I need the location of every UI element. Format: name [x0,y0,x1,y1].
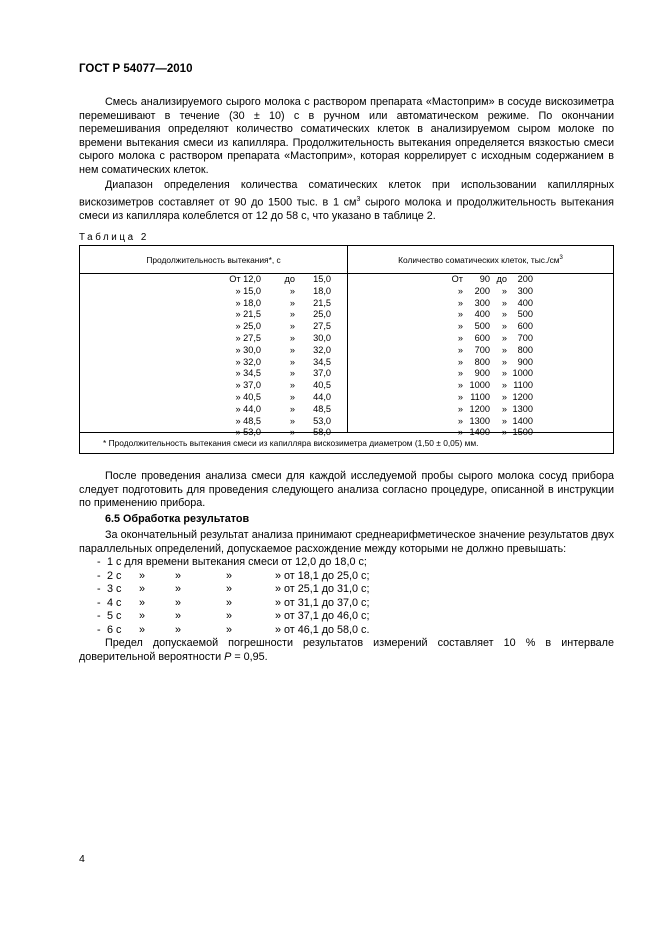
cell-count-row: » 1200 » 1300 [457,403,533,414]
duration-row: » 18,0 » 21,5 [235,297,331,308]
paragraph-error-limit: Предел допускаемой погрешности результатов измерений составляет 10 % в интервале доверительной вероятности P = 0,95. [79,637,614,663]
cell-count-row: » 200 » 300 [457,285,533,296]
duration-row: » 37,0 » 40,5 [235,380,331,391]
duration-row: » 30,0 » 32,0 [235,344,331,355]
duration-row: » 32,0 » 34,5 [235,356,331,367]
duration-row: » 48,5 » 53,0 [235,415,331,426]
duration-row: » 27,5 » 30,0 [235,332,331,343]
cell-count-row: » 1100 » 1200 [457,391,533,402]
document-id: ГОСТ Р 54077—2010 [79,63,193,75]
table-body-row [80,274,614,433]
duration-row: » 34,5 » 37,0 [235,368,331,379]
cell-count-row: » 300 » 400 [457,297,533,308]
cell-count-row: » 1400 » 1500 [457,427,533,438]
cell-count-row: От 90 до 200 [451,274,533,284]
table-caption: Таблица 2 [79,232,149,243]
duration-row: » 53,0 » 58,0 [235,427,331,438]
duration-row: » 21,5 » 25,0 [235,309,331,320]
paragraph-final-result: За окончательный результат анализа принимают среднеарифметическое значение результатов двух параллельных определений, допускаемое расхождение между которыми не должно превышать: [79,529,614,555]
cell-count-column [348,274,614,438]
document-page: ГОСТ Р 54077—2010 Смесь анализируемого сырого молока с раствором препарата «Мастоприм» в сосуде вискозиметра перемешивают в течение (30 ± 10) с в ручном или автоматическом режиме. По окончании перемешивания определяют количество соматических клеток в анализируемом сыром молоке по времени вытекания смеси из капилляра. Продолжительность вытекания определяется вязкостью смеси сырого молока с раствором препарата «Мастоприм», которая коррелирует с исходным содержанием в нем соматических клеток. Диапазон определения количества соматических клеток при использовании капиллярных вискозиметров составляет от 90 до 1500 тыс. в 1 $см^3$ сырого молока и продолжительность вытекания смеси из капилляра колеблется от 12 до 58 с, что указано в таблице 2. Таблица 2 Продолжительность вытекания*, с Количество соматических клеток, $тыс./см^3$ От 12,0 до 15,0 » 15,0 » 18,0 » 18,0 » 21,5 » 21,5 » 25,0 » 25,0 » 27,5 » 27,5 » 30,0 » 30,0 » 32,0 » 32,0 » 34,5 » 34,5 » 37,0 » 37,0 » 40,5 » 40,5 » 44,0 » 44,0 » 48,5 » 48,5 » 53,0 » 53,0 » 58,0 От 90 до 200 » 200 » 300 » 300 » 400 » 400 » 500 » 500 » 600 » 600 » 700 » 700 » 800 » 800 » 900 » 900 » 1000 » 1000 » 1100 » 1100 » 1200 » 1200 » 1300 » 1300 » 1400 » 1400 » 1500 * Продолжительность вытекания смеси из капилляра вискозиметра диаметром (1,50 ± 0,05) мм. После проведения анализа смеси для каждой исследуемой пробы сырого молока сосуд прибора следует подготовить для проведения следующего анализа согласно процедуре, описанной в инструкции по применению прибора. 6.5 Обработка результатов За окончательный результат анализа принимают среднеарифметическое значение результатов двух параллельных определений, допускаемое расхождение между которыми не должно превышать: - 1 с для времени вытекания смеси от 12,0 до 18,0 с; - 2 с » » » » от 18,1 до 25,0 с; - 3 с » » » » от 25,1 до 31,0 с; - 4 с » » » » от 31,1 до 37,0 с; - 5 с » » » » от 37,1 до 46,0 с; - 6 с » » » » от 46,1 до 58,0 с. Предел допускаемой погрешности результатов измерений составляет 10 % в интервале доверительной вероятности P = 0,95. 4 [79,63,614,865]
viscosity-table [79,245,614,454]
col-header-duration: Продолжительность вытекания*, с [80,246,348,274]
table-footnote-row [80,433,614,454]
cell-count-row: » 400 » 500 [457,309,533,320]
duration-row: » 40,5 » 44,0 [235,391,331,402]
duration-row: » 44,0 » 48,5 [235,403,331,414]
table-header-row [80,246,614,274]
cell-count-row: » 1300 » 1400 [457,415,533,426]
cell-count-row: » 600 » 700 [457,332,533,343]
cell-count-row: » 700 » 800 [457,344,533,355]
cell-count-row: » 500 » 600 [457,321,533,332]
duration-row: » 25,0 » 27,5 [235,321,331,332]
paragraph-after-analysis: После проведения анализа смеси для каждой исследуемой пробы сырого молока сосуд прибора следует подготовить для проведения следующего анализа согласно процедуре, описанной в инструкции по применению прибора. [79,470,614,509]
duration-row: » 15,0 » 18,0 [235,285,331,296]
cell-count-row: » 800 » 900 [457,356,533,367]
table-footnote: * Продолжительность вытекания смеси из капилляра вискозиметра диаметром (1,50 ± 0,05) мм. [80,433,614,454]
duration-column [80,274,348,438]
cell-count-row: » 900 » 1000 [457,368,533,379]
section-title: 6.5 Обработка результатов [105,513,250,525]
col-header-cell-count: Количество соматических клеток, $тыс./см^3$ [348,246,614,274]
paragraph-mixing: Смесь анализируемого сырого молока с раствором препарата «Мастоприм» в сосуде вискозиметра перемешивают в течение (30 ± 10) с в ручном или автоматическом режиме. По окончании перемешивания определяют количество соматических клеток в анализируемом сыром молоке по времени вытекания смеси из капилляра. Продолжительность вытекания определяется вязкостью смеси сырого молока с раствором препарата «Мастоприм», которая коррелирует с исходным содержанием в нем соматических клеток. [79,96,614,176]
paragraph-range: Диапазон определения количества соматических клеток при использовании капиллярных вискозиметров составляет от 90 до 1500 тыс. в 1 $см^3$ сырого молока и продолжительность вытекания смеси из капилляра колеблется от 12 до 58 с, что указано в таблице 2. [79,179,614,222]
page-number: 4 [79,853,85,865]
cell-count-row: » 1000 » 1100 [457,380,533,391]
duration-row: От 12,0 до 15,0 [229,274,331,284]
